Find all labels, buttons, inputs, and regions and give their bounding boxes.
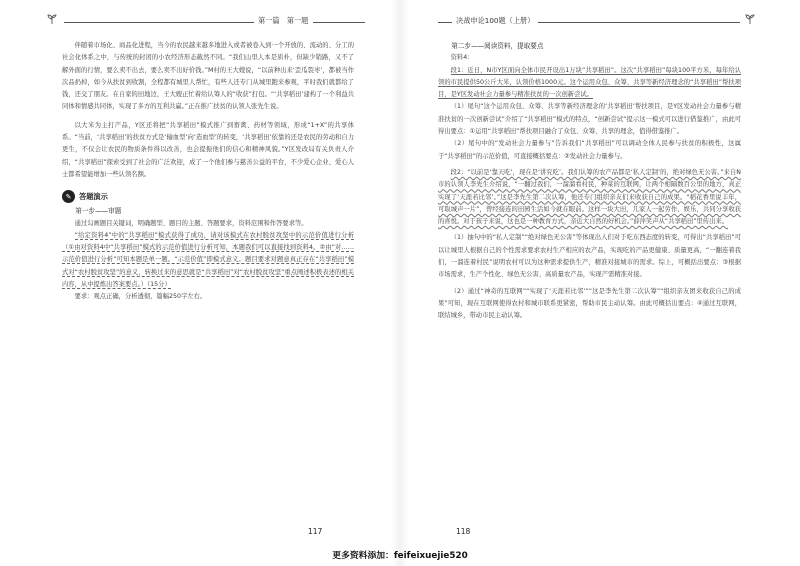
right-page bbox=[438, 40, 741, 323]
sprout-left-icon bbox=[46, 13, 58, 25]
sprout-right-icon bbox=[744, 13, 756, 25]
header-rule-left-end bbox=[313, 22, 365, 23]
step2-title: 第二步——阅读资料，提取要点 bbox=[451, 42, 544, 50]
right-paragraph-5: （1）抽句中的“私人定制”“绝对绿色无公害”等体现出人们对于吃东西态度的转变，可得出“共享稻田”可以让城里人根据自己的个性需求要求农村生产相应的农产品，实现吃的产品更健康、质量更高，“一翻连着我们，一溜连着村民”说明农村可以为这种需求提供生产，精准对接城市的需求。综上，可概括出要点：③根据市场需求，生产个性化、绿色无公害、高质量农产品，实现产需精准对接。 bbox=[438, 234, 741, 279]
answer-demo-heading bbox=[62, 190, 354, 203]
left-paragraph-1: 伴随着市场化、商品化进程，当今的农民越来越多地进入或者被卷入到一个开放的、流动的、分工的社会化体系之中，与传统的封闭的小农经济形态截然不同。“我们山里人本是质朴，但缺少销路，又不了解外面的行情，要么卖不出去，要么卖不出好价钱。”M村的王大嫂说，“以前种出来‘歪瓜裂枣’，都被当作次品扔掉，如今从扶贫到收割，全程都有城里人帮忙，有些人还专门从城里跑来参观，平时我们就都给了钱，还交了朋友。在自家的田地边，王大嫂正忙着给认筹人的“收获”打包。“‘共享稻田’建构了一个利益共同体和情感共同体，实现了多方的互利共赢。”正在推广扶贫的认领人张先生说。 bbox=[62, 42, 354, 111]
header-rule-right-start bbox=[438, 22, 452, 23]
right-paragraph-2: （1）尾句“这个运用众包、众筹、共享等新经济理念的‘共享稻田’帮扶项目，是Y区发动社会力量参与精准扶贫的一次创新尝试”介绍了“共享稻田”模式的特点，“创新尝试”提示这一模式可以进行借鉴推广，由此可得出要点：①运用“共享稻田”帮扶项目融合了众包、众筹、共享的理念，值得借鉴推广。 bbox=[438, 103, 741, 136]
answer-demo-title: 答题演示 bbox=[79, 191, 108, 201]
right-paragraph-4 bbox=[438, 167, 741, 228]
header-rule-right bbox=[538, 22, 740, 23]
right-paragraph-3: （2）尾句中的“发动社会力量参与”告诉我们“共享稻田”可以调动全体人民参与扶贫的积极性，这属于“共享稻田”的示范价值，可直接概括要点：②发动社会力量参与。 bbox=[438, 140, 741, 160]
right-paragraph-1 bbox=[438, 65, 741, 102]
left-page bbox=[62, 40, 354, 304]
material-label: 资料4： bbox=[450, 54, 474, 62]
step1-paragraph-2 bbox=[62, 230, 354, 291]
right-paragraph-6: （2）通过“神奇的互联网”“实现了‘天涯若比邻’”“这是李先生第二次认筹”“组织亲友团来收获自己的成果”可知，现在互联网使得农村和城市联系更紧密，帮助市民主动认筹。由此可概括出要点：④通过互联网，联结城乡，带动市民主动认筹。 bbox=[438, 287, 741, 320]
step1-title: 第一步——审题 bbox=[75, 207, 122, 216]
header-rule-left bbox=[64, 22, 254, 23]
left-page-number: 117 bbox=[308, 527, 323, 536]
right-page-number: 118 bbox=[456, 527, 471, 536]
footer-contact-text: 更多资料添加：feifeixuejie520 bbox=[332, 551, 468, 561]
book-spine-shadow bbox=[392, 0, 408, 566]
step1-paragraph-1: 通过勾画题目关键词，明确题型、题目的主题、答题要求，资料范围和作答要求等。 bbox=[74, 219, 308, 227]
right-paragraph-4-text: 段2：“以前是‘靠天吃’，现在是‘讲究吃’。我们认筹的农产品都是‘私人定制’的，绝对绿色无公害。”来自N市的认领人李先生介绍说，“一翻过我们，一溜溜看村民，种菜的互联网，让两个相隔数百公里的地方，真正实现了‘天涯若比邻’。”这是李先生第二次认筹，他还专门组织亲友们来收获自己的成果。“稻花香里说丰年，可取城声一片”，曾经接连的田园生活如今就在眼前。这样一块大田，几家人一起劳作、娱乐，共同分享收获的喜悦。对于孩子来说，这也是一种教育方式，亲近大自然的好机会。”薛萍笑声从“共享稻田”里传出来。 bbox=[438, 168, 741, 226]
header-section-label: 第一篇 第一题 bbox=[258, 16, 309, 25]
right-paragraph-1-text: 段1：近日，N市Y区面向全体市民开设出1万块“共享稻田”。这次“共享稻田”每块100平方米，每年给认领的市民提供50公斤大米，认领价格1000元。这个运用众包、众筹、共享等新经济理念的“共享稻田”帮扶项目，是Y区发动社会力量参与精准扶贫的一次创新尝试。 bbox=[438, 66, 741, 99]
step1-question-text: “给定资料4”中的“共享稻田”模式获得了成功，请对该模式在农村脱贫攻坚中的示范价值进行分析（①由对资料4中“共享稻田”模式的示范价值进行分析可知，本题我们可以直接找到资料4。②由“对……示范价值进行分析”可知本题是单一题。“示范价值”即模式意义。题目要求对题意真正存在“共享稻田”模式对“农村脱贫攻坚”的意义，转换过来的意思就是“共享稻田”对“农村脱贫攻坚”重点阐述积极表述的相关内容，从中提炼出答案要点。）（15分） bbox=[62, 231, 354, 289]
step1-paragraph-3: 要求：观点正确，分析透彻，篇幅250字左右。 bbox=[74, 293, 207, 301]
header-book-title: 决战申论100题（上册） bbox=[456, 16, 535, 25]
pencil-icon: ✎ bbox=[62, 190, 75, 203]
left-paragraph-2: 以大米为主打产品，Y区还将把“共享稻田”模式推广到畜禽、药材等领域，形成“1+X”的共享体系。“当前，‘共享稻田’的扶贫方式是‘输血型’向‘造血型’的转变，‘共享稻田’依靠的还是农民的劳动和自力更生，不仅会让农民的物质条件得以改善，也会提振他们的信心和精神风貌。”Y区发改局有关负责人介绍，“共享稻田”探索受到了社会的广泛欢迎，成了一个他们参与慈善公益的平台，不少爱心企业、爱心人士都希望能增加一些认领名额。 bbox=[62, 121, 354, 178]
